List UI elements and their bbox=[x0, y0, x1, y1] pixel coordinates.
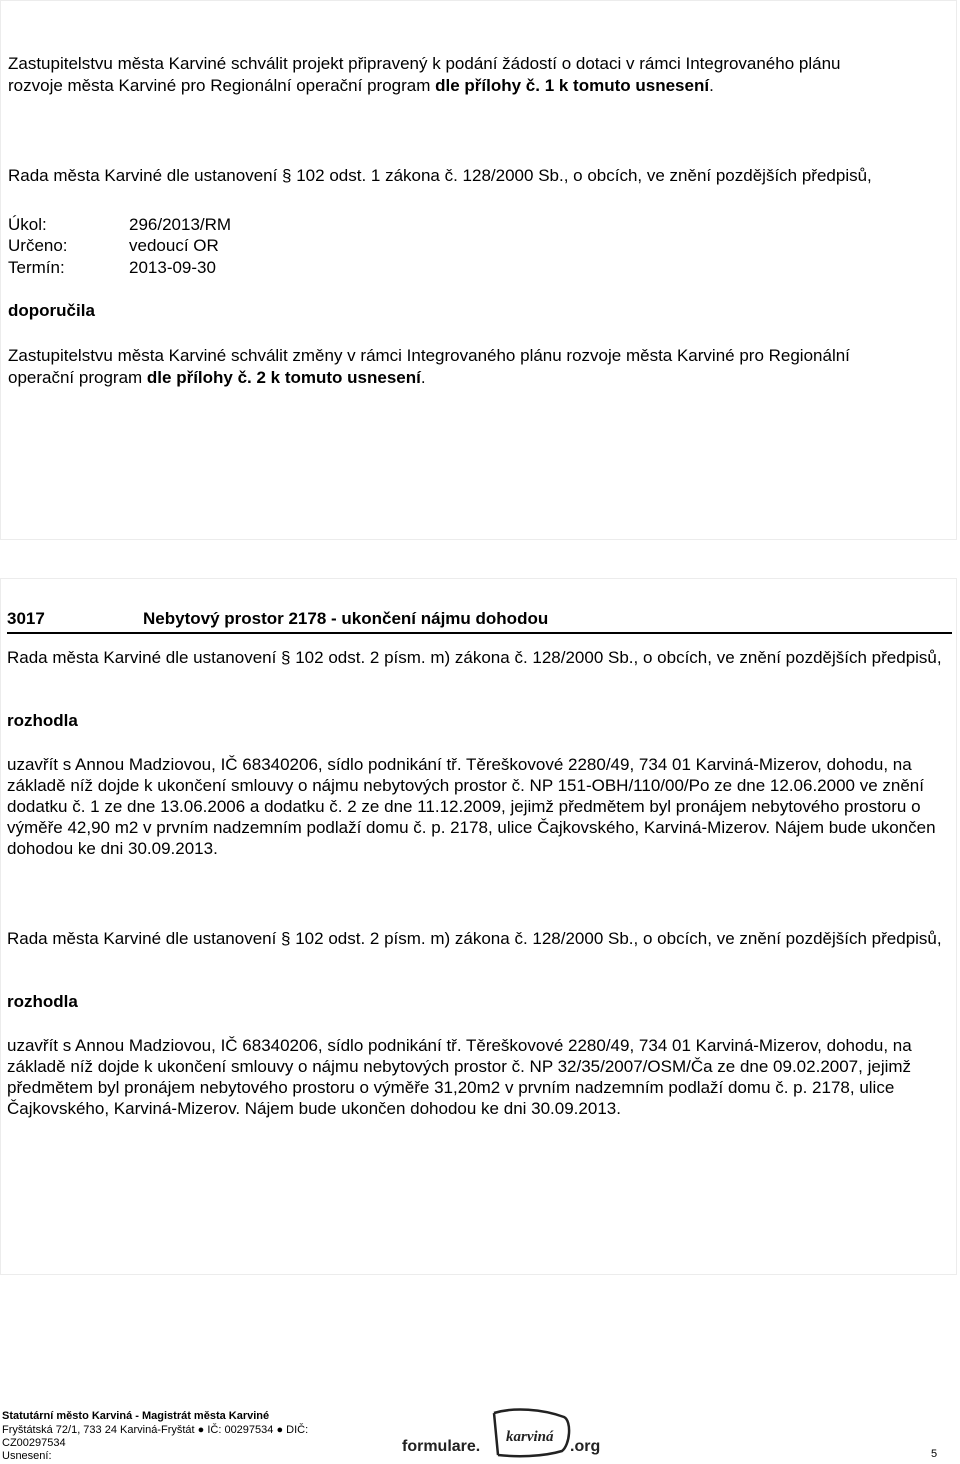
logo-text-left: formulare. bbox=[402, 1438, 481, 1455]
attachment-ref-2: dle přílohy č. 2 k tomuto usnesení bbox=[146, 368, 421, 387]
paragraph-2-line-2: operační program dle přílohy č. 2 k tomuto usnesení. bbox=[8, 368, 426, 387]
footer-usneseni-label: Usnesení: bbox=[2, 1450, 52, 1462]
decision-text-2: uzavřít s Annou Madziovou, IČ 68340206, sídlo podnikání tř. Těreškovové 2280/49, 734 01 Karviná-Mizerov, dohodu, na základě níž dojde k ukončení smlouvy o nájmu nebytových prostor č. NP 32/35/2007/OSM/Ča ze dne 09.02.2007, jejimž předmětem byl pronájem nebytového prostoru o výměře 31,20m2 v prvním nadzemním podlaží domu č. p. 2178, ulice Čajkovského, Karviná-Mizerov. Nájem bude ukončen dohodou ke dni 30.09.2013. bbox=[7, 1036, 912, 1118]
resolution-title: Nebytový prostor 2178 - ukončení nájmu dohodou bbox=[143, 609, 549, 628]
termin-value: 2013-09-30 bbox=[129, 258, 216, 277]
paragraph-1-line-1: Zastupitelstvu města Karviné schválit projekt připravený k podání žádostí o dotaci v rámci Integrovaného plánu bbox=[8, 54, 841, 73]
ukol-value: 296/2013/RM bbox=[129, 215, 232, 234]
verb-rozhodla-2: rozhodla bbox=[7, 992, 78, 1011]
rada-clause-2: Rada města Karviné dle ustanovení § 102 odst. 2 písm. m) zákona č. 128/2000 Sb., o obcích, ve znění pozdějších předpisů, bbox=[7, 929, 942, 948]
formulare-karvina-logo bbox=[402, 1405, 614, 1461]
decision-text-1: uzavřít s Annou Madziovou, IČ 68340206, sídlo podnikání tř. Těreškovové 2280/49, 734 01 Karviná-Mizerov, dohodu, na základě níž dojde k ukončení smlouvy o nájmu nebytových prostor č. NP 151-OBH/110/00/Po ze dne 12.06.2000 ve znění dodatku č. 1 ze dne 13.06.2006 a dodatku č. 2 ze dne 11.12.2009, jejimž předmětem byl pronájem nebytového prostoru o výměře 42,90 m2 v prvním nadzemním podlaží domu č. p. 2178, ulice Čajkovského, Karviná-Mizerov. Nájem bude ukončen dohodou ke dni 30.09.2013. bbox=[7, 755, 936, 858]
ukol-label: Úkol: bbox=[8, 215, 47, 234]
verb-doporucila: doporučila bbox=[8, 301, 95, 320]
resolution-block-1 bbox=[0, 0, 957, 540]
footer-dic: CZ00297534 bbox=[2, 1437, 66, 1449]
logo-text-mid: karviná bbox=[506, 1429, 554, 1445]
verb-rozhodla-1: rozhodla bbox=[7, 711, 78, 730]
title-rule bbox=[7, 632, 952, 634]
paragraph-1-line-2: rozvoje města Karviné pro Regionální operační program dle přílohy č. 1 k tomuto usnesení. bbox=[8, 76, 714, 95]
termin-label: Termín: bbox=[8, 258, 65, 277]
footer-organization: Statutární město Karviná - Magistrát města Karviné bbox=[2, 1410, 270, 1422]
resolution-number: 3017 bbox=[7, 609, 45, 628]
urceno-value: vedoucí OR bbox=[129, 236, 219, 255]
urceno-label: Určeno: bbox=[8, 236, 68, 255]
page-number: 5 bbox=[931, 1448, 938, 1460]
logo-text-right: .org bbox=[570, 1438, 601, 1455]
paragraph-2-line-1: Zastupitelstvu města Karviné schválit změny v rámci Integrovaného plánu rozvoje města Karviné pro Regionální bbox=[8, 346, 850, 365]
rada-clause: Rada města Karviné dle ustanovení § 102 odst. 1 zákona č. 128/2000 Sb., o obcích, ve znění pozdějších předpisů, bbox=[8, 166, 872, 185]
resolution-block-2 bbox=[0, 578, 957, 1275]
footer-address: Fryštátská 72/1, 733 24 Karviná-Fryštát ● IČ: 00297534 ● DIČ: bbox=[2, 1424, 309, 1436]
rada-clause-1: Rada města Karviné dle ustanovení § 102 odst. 2 písm. m) zákona č. 128/2000 Sb., o obcích, ve znění pozdějších předpisů, bbox=[7, 648, 942, 667]
attachment-ref-1: dle přílohy č. 1 k tomuto usnesení bbox=[435, 76, 710, 95]
